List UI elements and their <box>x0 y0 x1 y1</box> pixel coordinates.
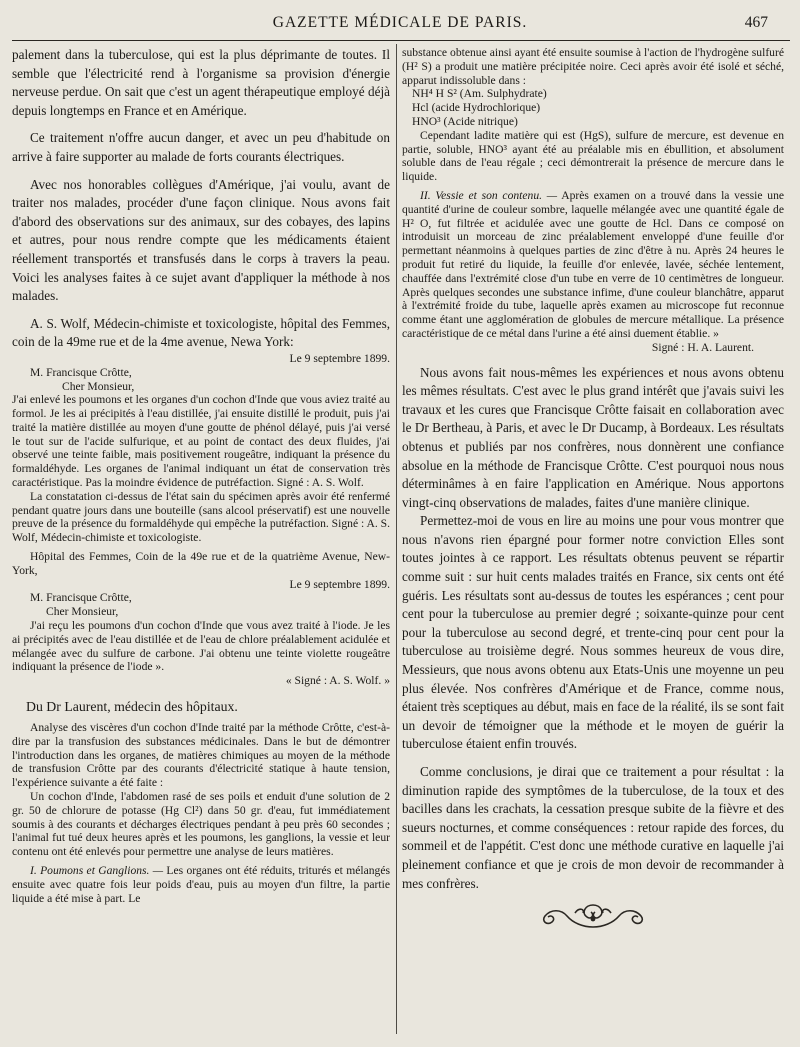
analysis-paragraph: Analyse des viscères d'un cochon d'Inde traité par la méthode Crôtte, c'est-à-dire par la transfusion des substances médicinales. Dans le but de démontrer l'introduction dans les organes, de matières chimiques au moyen de la méthode de transfusion Crôtte par des courants d'électricité statique à haute tension, l'expérience suivante a été faite : <box>12 721 390 790</box>
section-body: Les organes ont été réduits, triturés et mélangés ensuite avec quatre fois leur poids d'eau, puis au moyen d'un filtre, la partie liquide a été mise à part. Le <box>12 864 390 905</box>
section-signature: Signé : H. A. Laurent. <box>651 340 754 354</box>
letter-recipient: M. Francisque Crôtte, <box>30 365 132 379</box>
chemical-item: Hcl (acide Hydrochlorique) <box>412 101 541 115</box>
wolf-heading: A. S. Wolf, Médecin-chimiste et toxicologiste, hôpital des Femmes, coin de la 49me rue et de la 4me avenue, Newa York: <box>12 315 390 350</box>
column-divider <box>396 44 397 1034</box>
header-rule <box>12 40 790 41</box>
section-paragraph <box>12 864 390 905</box>
letter-recipient: M. Francisque Crôtte, <box>30 591 132 605</box>
section-title: I. Poumons et Ganglions. — <box>30 864 164 877</box>
section-title: II. Vessie et son contenu. — <box>420 188 558 202</box>
right-column <box>402 46 784 938</box>
paragraph: Cependant ladite matière qui est (HgS), sulfure de mercure, est devenue en partie, soluble, HNO³ ayant été au préalable mis en ébullition, et absolument soluble dans de l'eau régale ; ceci démontrerait la présence de mercure dans le liquide. <box>402 128 784 184</box>
page-number: 467 <box>744 14 768 31</box>
letter-body: J'ai reçu les poumons d'un cochon d'Inde que vous avez traité à l'iode. Je les ai précipités avec de l'eau distillée et de l'eau de chlore préalablement acidulée et mélangée avec du sulfure de carbone. J'ai obtenu une teinte violette rougeâtre indiquant la présence de l'iode ». <box>12 619 390 674</box>
page-header <box>0 14 800 38</box>
chemical-item: NH⁴ H S² (Am. Sulphydrate) <box>412 87 547 101</box>
paragraph: Comme conclusions, je dirai que ce traitement a pour résultat : la diminution rapide des symptômes de la tuberculose, de la toux et des bacilles dans les crachats, la cessation presque subite de la fièvre et des sueurs nocturnes, et comme conséquences : retour rapide des forces, du sommeil et de l'appétit. C'est donc une méthode curative en laquelle j'ai pleinement confiance et que je crois de mon devoir de recommander à mes confrères. <box>402 764 784 891</box>
letter-note: La constatation ci-dessus de l'état sain du spécimen après avoir été renfermé pendant quatre jours dans une bouteille (sans alcool préservatif) est une nouvelle preuve de la présence du formaldéhyde qui empêche la putréfaction. Signé : A. S. Wolf, Médecin-chimiste et toxicologiste. <box>12 489 390 545</box>
paragraph: Permettez-moi de vous en lire au moins une pour vous montrer que nous n'avons rien épargné pour former notre conviction Elles sont toutes jointes à ce rapport. Les résultats obtenus peuvent se répartir comme suit : sur huit cents malades traités en France, six cents ont été guéris. Les résultats sont au-dessus de toutes les espérances ; cent pour cent pour la tuberculose au premier degré ; soixante-quinze pour cent pour la tuberculose au second degré, et trente-cinq pour cent pour la tuberculose au troisième degré. Nous sommes heureux de vous dire, Messieurs, que nous avons obtenu aux Etats-Unis une moyenne un peu plus élevée. Nos confrères d'Amérique et de France, comme nous, étaient très sceptiques au début, mais en face de la réalité, ils se sont fait un devoir de témoigner que la méthode et le moyen de guérir la tuberculose étaient enfin trouvés. <box>402 513 784 752</box>
letter-date: Le 9 septembre 1899. <box>289 577 390 591</box>
paragraph: substance obtenue ainsi ayant été ensuite soumise à l'action de l'hydrogène sulfuré (H² S) a produit une matière précipitée noire. Ceci après avoir été isolé et séché, apparut indissoluble dans : <box>402 46 784 87</box>
paragraph: palement dans la tuberculose, qui est la plus déprimante de toutes. Il semble que l'électricité rend à l'organisme sa provision d'énergie nerveuse perdue. On sait que c'est un agent thérapeutique employé déjà depuis longtemps en France et en Amérique. <box>12 47 390 118</box>
section-paragraph <box>402 189 784 341</box>
paragraph: Avec nos honorables collègues d'Amérique, j'ai voulu, avant de traiter nos malades, procéder d'une façon clinique. Nous avons fait d'abord des observations sur des animaux, sur des cobayes, des lapins et autres, pour nous rendre compte que les médicaments étaient réellement transportés et transfusés dans le corps à travers la peau. Voici les analyses faites à ce sujet avant d'appliquer la méthode à nos malades. <box>12 176 390 304</box>
letter-address: Hôpital des Femmes, Coin de la 49e rue et de la quatrième Avenue, New-York, <box>12 550 390 577</box>
journal-title: GAZETTE MÉDICALE DE PARIS. <box>272 14 528 31</box>
letter-date: Le 9 septembre 1899. <box>289 351 390 365</box>
laurent-heading: Du Dr Laurent, médecin des hôpitaux. <box>26 699 238 715</box>
left-column <box>12 46 390 905</box>
letter-salutation: Cher Monsieur, <box>62 379 135 393</box>
letter-signature: « Signé : A. S. Wolf. » <box>285 674 390 688</box>
ornament-flourish <box>402 899 784 938</box>
paragraph: Ce traitement n'offre aucun danger, et avec un peu d'habitude on arrive à faire supporter au malade de forts courants électriques. <box>12 130 390 164</box>
paragraph: Nous avons fait nous-mêmes les expériences et nous avons obtenu les mêmes résultats. C'est avec le plus grand intérêt que j'avais suivi les travaux et les cures que Francisque Crôtte faisait en collaboration avec le Dr Bertheau, à Paris, et avec le Dr Ducamp, à Bordeaux. Les résultats obtenus et publiés par nos confrères, nous donnèrent une confiance absolue en la méthode de Francisque Crôtte. C'est pourquoi nous nous déterminâmes à en faire l'application en Amérique. Nous apportons vingt-cinq observations de malades, faites d'une manière clinique. <box>402 364 784 510</box>
section-body: Après examen on a trouvé dans la vessie une quantité d'urine de couleur sombre, laquelle mélangée avec une quantité égale de H² O, fut filtrée et acidulée avec une goutte de Hcl. Dans ce composé on introduisit un morceau de zinc préalablement enveloppé d'une feuille d'or permettant néanmoins à quelques parties de zinc d'être à nu. Après 24 heures le produit fut retiré du liquide, la feuille d'or enlevée, lavée, séchée lentement, chauffée dans l'extrémité close d'un tube en verre de 10 centimètres de longueur. Après quelques secondes une substance infime, d'une couleur blanchâtre, apparut à l'extrémité froide du tube, laquelle après examen au microscope fut reconnue comme étant une agglomération de globules de mercure métallique. La présence caractéristique de ce métal dans l'urine a été ainsi duement établie. » <box>402 188 784 340</box>
chemical-item: HNO³ (Acide nitrique) <box>412 114 518 128</box>
letter-salutation: Cher Monsieur, <box>46 605 119 619</box>
analysis-paragraph: Un cochon d'Inde, l'abdomen rasé de ses poils et enduit d'une solution de 2 gr. 50 de chlorure de potasse (Hg Cl²) dans 50 gr. d'eau, fut immédiatement soumis à des courants et décharges électriques pendant à peu près 60 secondes ; l'animal fut tué deux heures après et les poumons, les ganglions, la vessie et leur contenu ont été enlevés pour permettre une analyse de leurs matières. <box>12 790 390 859</box>
letter-body: J'ai enlevé les poumons et les organes d'un cochon d'Inde que vous aviez traité au formol. Je les ai précipités à l'eau distillée, j'ai ensuite distillé le produit, puis j'ai traité la matière distillée au moyen d'une goutte de phénol délayé, puis j'ai versé le tout sur de l'acide sulfurique, et au point de contact des deux fluides, j'ai observé une teinte faible, mais positivement rougeâtre, indiquant la présence du formaldéhyde. Les organes de l'animal indiquant un état de conservation très caractéristique. Pas la moindre évidence de putréfaction. Signé : A. S. Wolf. <box>12 393 390 490</box>
